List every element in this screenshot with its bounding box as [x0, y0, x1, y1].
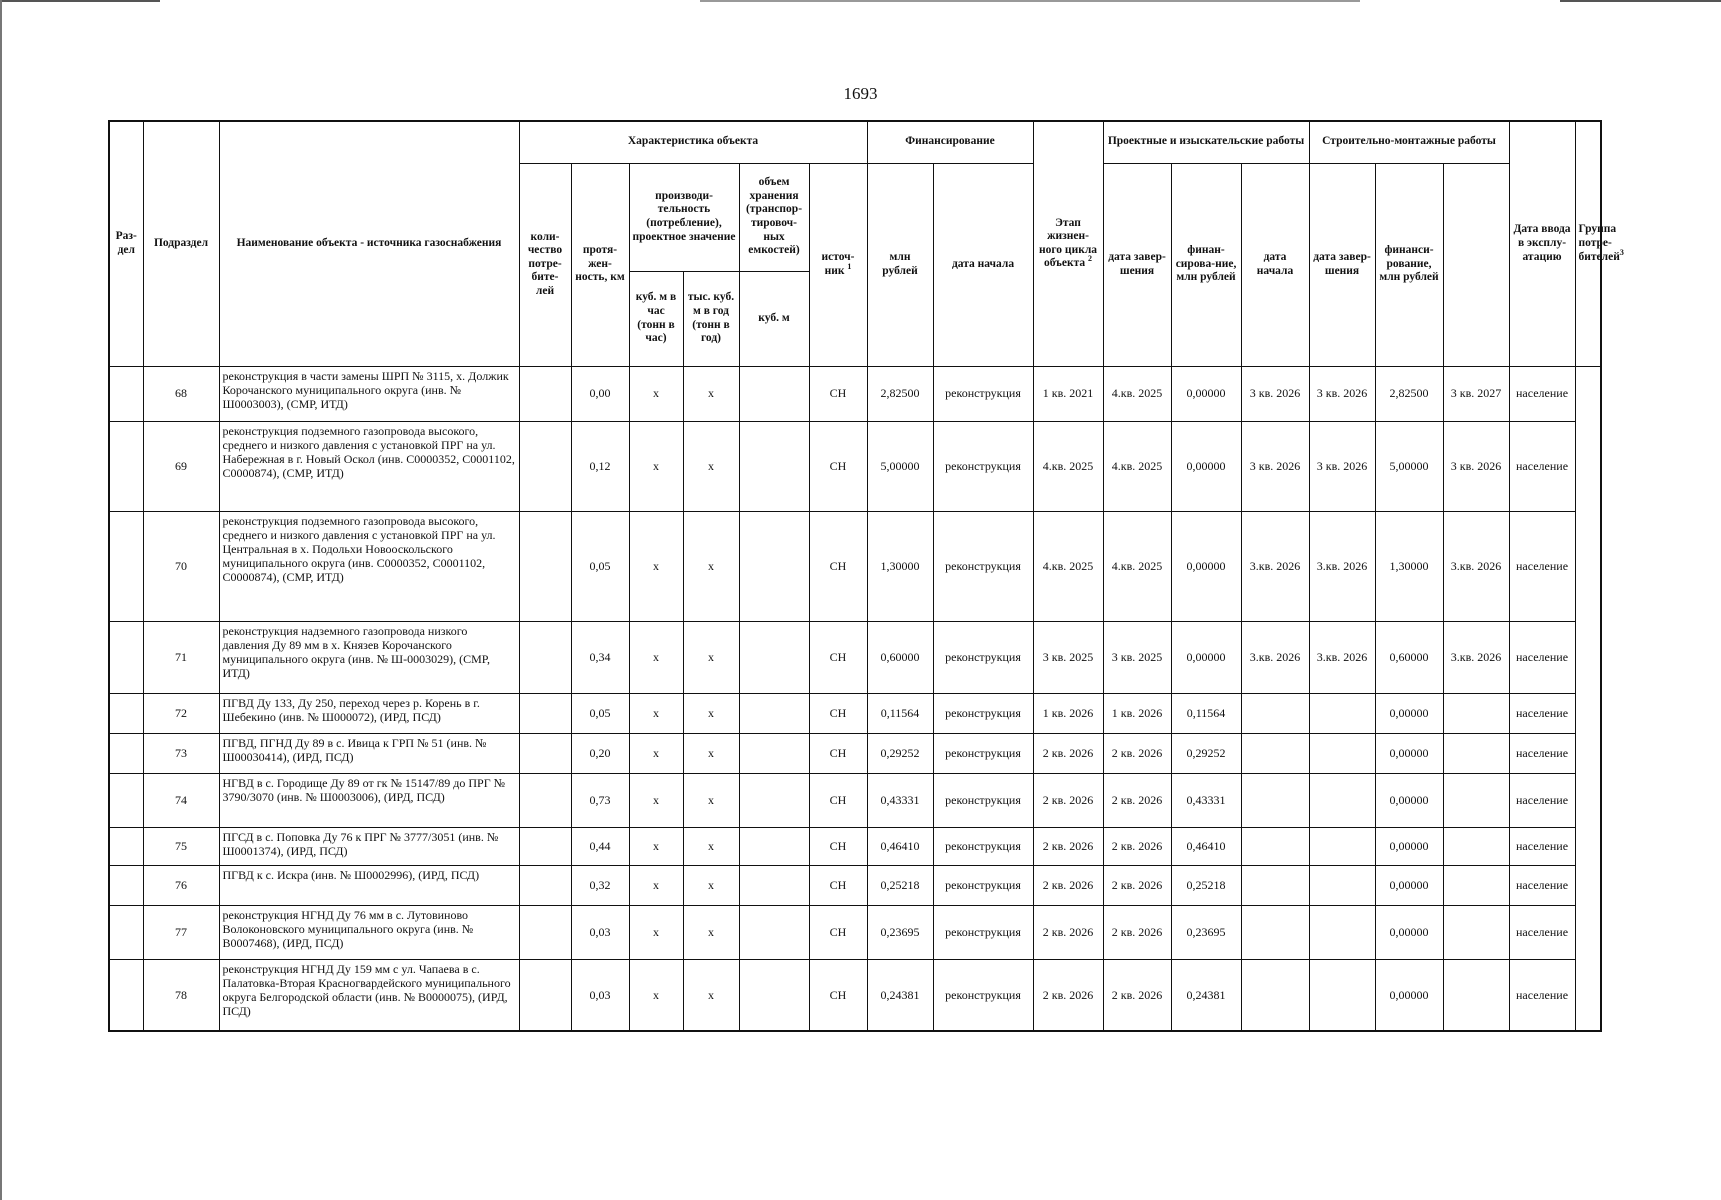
cell-financing-mln: 0,24381 — [867, 959, 933, 1031]
cell-construction-date-start — [1241, 905, 1309, 959]
cell-length: 0,32 — [571, 865, 629, 905]
cell-financing-mln: 0,43331 — [867, 773, 933, 827]
cell-financing-mln: 0,46410 — [867, 827, 933, 865]
cell-stage: реконструкция — [933, 959, 1033, 1031]
cell-object-name: ПГСД в с. Поповка Ду 76 к ПРГ № 3777/3051 (инв. № Ш0001374), (ИРД, ПСД) — [219, 827, 519, 865]
cell-design-date-start: 2 кв. 2026 — [1033, 959, 1103, 1031]
cell-construction-date-start: 3 кв. 2026 — [1241, 421, 1309, 511]
cell-commissioning-date — [1443, 827, 1509, 865]
cell-length: 0,00 — [571, 366, 629, 421]
header-storage: объем хранения (транспор-тировоч-ных емкостей) — [739, 163, 809, 271]
cell-source: СН — [809, 733, 867, 773]
table-row — [109, 366, 1601, 421]
cell-stage: реконструкция — [933, 621, 1033, 693]
cell-source: СН — [809, 693, 867, 733]
cell-per-hour: х — [629, 421, 683, 511]
cell-design-date-start: 2 кв. 2026 — [1033, 865, 1103, 905]
cell-per-hour: х — [629, 511, 683, 621]
cell-source: СН — [809, 959, 867, 1031]
cell-construction-date-end: 3 кв. 2026 — [1309, 366, 1375, 421]
cell-construction-date-start — [1241, 773, 1309, 827]
header-construction-date-start: дата начала — [1241, 163, 1309, 366]
cell-source: СН — [809, 621, 867, 693]
cell-consumers-count — [519, 905, 571, 959]
cell-design-date-start: 2 кв. 2026 — [1033, 773, 1103, 827]
header-characteristics: Характеристика объекта — [519, 121, 867, 163]
cell-construction-date-end — [1309, 773, 1375, 827]
cell-source: СН — [809, 421, 867, 511]
header-mln-rub: млн рублей — [867, 163, 933, 366]
header-podrazdel: Подраздел — [143, 121, 219, 366]
cell-design-date-start: 3 кв. 2025 — [1033, 621, 1103, 693]
cell-subsection: 71 — [143, 621, 219, 693]
cell-construction-date-end — [1309, 959, 1375, 1031]
cell-construction-financing: 0,00000 — [1375, 905, 1443, 959]
cell-construction-date-start — [1241, 959, 1309, 1031]
header-commissioning: Дата ввода в эксплу-атацию — [1509, 121, 1575, 366]
cell-design-financing: 0,11564 — [1171, 693, 1241, 733]
header-financing: Финансирование — [867, 121, 1033, 163]
cell-razdel — [109, 865, 143, 905]
cell-consumer-group: население — [1509, 959, 1575, 1031]
cell-commissioning-date: 3 кв. 2026 — [1443, 421, 1509, 511]
cell-design-date-start: 4.кв. 2025 — [1033, 511, 1103, 621]
cell-object-name: реконструкция подземного газопровода высокого, среднего и низкого давления с установкой ПРГ на ул. Центральная в х. Подольхи Новооскольского муниципального округа (инв. С0000352, С0001102, С0000874), (СМР, ИТД) — [219, 511, 519, 621]
cell-consumer-group: население — [1509, 773, 1575, 827]
cell-stage: реконструкция — [933, 693, 1033, 733]
cell-design-date-end: 1 кв. 2026 — [1103, 693, 1171, 733]
cell-subsection: 69 — [143, 421, 219, 511]
header-length: протя-жен-ность, км — [571, 163, 629, 366]
cell-commissioning-date: 3.кв. 2026 — [1443, 511, 1509, 621]
cell-commissioning-date: 3.кв. 2026 — [1443, 621, 1509, 693]
cell-consumers-count — [519, 827, 571, 865]
header-per-year: тыс. куб. м в год (тонн в год) — [683, 271, 739, 366]
cell-design-date-end: 4.кв. 2025 — [1103, 366, 1171, 421]
cell-consumers-count — [519, 773, 571, 827]
header-design-works: Проектные и изыскательские работы — [1103, 121, 1309, 163]
cell-stage: реконструкция — [933, 511, 1033, 621]
cell-per-year: х — [683, 865, 739, 905]
cell-source: СН — [809, 511, 867, 621]
cell-per-hour: х — [629, 865, 683, 905]
cell-financing-mln: 2,82500 — [867, 366, 933, 421]
cell-stage: реконструкция — [933, 773, 1033, 827]
cell-length: 0,20 — [571, 733, 629, 773]
cell-construction-date-start: 3 кв. 2026 — [1241, 366, 1309, 421]
cell-design-date-end: 2 кв. 2026 — [1103, 827, 1171, 865]
cell-design-date-end: 2 кв. 2026 — [1103, 959, 1171, 1031]
header-design-financing: финан-сирова-ние, млн рублей — [1171, 163, 1241, 366]
cell-razdel — [109, 905, 143, 959]
cell-length: 0,73 — [571, 773, 629, 827]
cell-per-year: х — [683, 827, 739, 865]
cell-consumers-count — [519, 733, 571, 773]
cell-design-financing: 0,00000 — [1171, 421, 1241, 511]
cell-per-year: х — [683, 421, 739, 511]
cell-design-financing: 0,00000 — [1171, 511, 1241, 621]
cell-subsection: 75 — [143, 827, 219, 865]
cell-length: 0,03 — [571, 905, 629, 959]
table-row — [109, 827, 1601, 865]
cell-subsection: 74 — [143, 773, 219, 827]
cell-consumer-group: население — [1509, 621, 1575, 693]
cell-construction-financing: 0,00000 — [1375, 693, 1443, 733]
cell-subsection: 77 — [143, 905, 219, 959]
cell-stage: реконструкция — [933, 865, 1033, 905]
table-row — [109, 959, 1601, 1031]
header-razdel: Раз-дел — [109, 121, 143, 366]
cell-storage — [739, 366, 809, 421]
cell-source: СН — [809, 366, 867, 421]
cell-per-hour: х — [629, 959, 683, 1031]
cell-stage: реконструкция — [933, 905, 1033, 959]
cell-design-date-start: 1 кв. 2026 — [1033, 693, 1103, 733]
cell-length: 0,44 — [571, 827, 629, 865]
cell-object-name: реконструкция НГНД Ду 76 мм в с. Лутовиново Волоконовского муниципального округа (инв. № В0007468), (ИРД, ПСД) — [219, 905, 519, 959]
cell-financing-mln: 0,29252 — [867, 733, 933, 773]
cell-object-name: НГВД в с. Городище Ду 89 от гк № 15147/89 до ПРГ № 3790/3070 (инв. № Ш0003006), (ИРД, ПСД) — [219, 773, 519, 827]
cell-length: 0,12 — [571, 421, 629, 511]
scan-edge-top-left — [0, 0, 160, 2]
table-row — [109, 773, 1601, 827]
cell-object-name: реконструкция НГНД Ду 159 мм с ул. Чапаева в с. Палатовка-Вторая Красногвардейского муниципального округа Белгородской области (инв. № В0000075), (ИРД, ПСД) — [219, 959, 519, 1031]
cell-per-year: х — [683, 511, 739, 621]
cell-per-hour: х — [629, 827, 683, 865]
cell-construction-date-end: 3.кв. 2026 — [1309, 511, 1375, 621]
cell-consumer-group: население — [1509, 865, 1575, 905]
cell-object-name: реконструкция в части замены ШРП № 3115, х. Должик Корочанского муниципального округа (инв. № Ш0003003), (СМР, ИТД) — [219, 366, 519, 421]
cell-razdel — [109, 827, 143, 865]
cell-construction-date-end: 3.кв. 2026 — [1309, 621, 1375, 693]
cell-design-financing: 0,29252 — [1171, 733, 1241, 773]
cell-commissioning-date — [1443, 733, 1509, 773]
cell-design-financing: 0,24381 — [1171, 959, 1241, 1031]
cell-consumers-count — [519, 693, 571, 733]
cell-razdel — [109, 773, 143, 827]
cell-design-financing: 0,00000 — [1171, 621, 1241, 693]
cell-storage — [739, 693, 809, 733]
cell-subsection: 72 — [143, 693, 219, 733]
cell-storage — [739, 421, 809, 511]
header-consumer-group: Группа потре-бителей$^3$ — [1575, 121, 1601, 366]
cell-construction-date-end — [1309, 693, 1375, 733]
cell-construction-financing: 0,00000 — [1375, 733, 1443, 773]
cell-construction-financing: 0,60000 — [1375, 621, 1443, 693]
header-consumers-count: коли-чество потре-бите-лей — [519, 163, 571, 366]
cell-razdel — [109, 959, 143, 1031]
cell-per-year: х — [683, 621, 739, 693]
cell-design-date-end: 4.кв. 2025 — [1103, 511, 1171, 621]
table-row — [109, 693, 1601, 733]
cell-subsection: 68 — [143, 366, 219, 421]
cell-source: СН — [809, 905, 867, 959]
cell-construction-financing: 1,30000 — [1375, 511, 1443, 621]
cell-razdel — [109, 421, 143, 511]
table-header — [109, 121, 1624, 366]
cell-per-hour: х — [629, 621, 683, 693]
cell-design-date-start: 4.кв. 2025 — [1033, 421, 1103, 511]
cell-design-date-end: 4.кв. 2025 — [1103, 421, 1171, 511]
scan-edge-left — [0, 0, 2, 1200]
header-design-date-end: дата завер-шения — [1103, 163, 1171, 366]
cell-consumer-group: население — [1509, 366, 1575, 421]
cell-per-year: х — [683, 366, 739, 421]
cell-subsection: 73 — [143, 733, 219, 773]
cell-length: 0,34 — [571, 621, 629, 693]
cell-storage — [739, 959, 809, 1031]
table-row — [109, 905, 1601, 959]
cell-source: СН — [809, 773, 867, 827]
cell-per-year: х — [683, 773, 739, 827]
cell-per-year: х — [683, 959, 739, 1031]
scan-edge-top-right — [1560, 0, 1721, 2]
table-row — [109, 511, 1601, 621]
header-source: источ-ник $^1$ — [809, 163, 867, 366]
cell-design-date-start: 1 кв. 2021 — [1033, 366, 1103, 421]
table-row — [109, 621, 1601, 693]
cell-design-date-end: 3 кв. 2025 — [1103, 621, 1171, 693]
header-storage-unit: куб. м — [739, 271, 809, 366]
cell-commissioning-date — [1443, 959, 1509, 1031]
cell-construction-date-start — [1241, 693, 1309, 733]
cell-design-financing: 0,23695 — [1171, 905, 1241, 959]
cell-consumer-group: население — [1509, 693, 1575, 733]
table-row — [109, 733, 1601, 773]
cell-design-date-end: 2 кв. 2026 — [1103, 733, 1171, 773]
cell-stage: реконструкция — [933, 366, 1033, 421]
cell-storage — [739, 773, 809, 827]
cell-object-name: реконструкция подземного газопровода высокого, среднего и низкого давления с установкой ПРГ на ул. Набережная в г. Новый Оскол (инв. С0000352, С0001102, С0000874), (СМР, ИТД) — [219, 421, 519, 511]
cell-construction-date-end — [1309, 865, 1375, 905]
cell-source: СН — [809, 827, 867, 865]
cell-consumers-count — [519, 865, 571, 905]
cell-per-hour: х — [629, 366, 683, 421]
cell-consumers-count — [519, 959, 571, 1031]
header-design-date-start: дата начала — [933, 163, 1033, 366]
cell-consumer-group: население — [1509, 905, 1575, 959]
cell-subsection: 78 — [143, 959, 219, 1031]
cell-razdel — [109, 621, 143, 693]
cell-storage — [739, 827, 809, 865]
cell-construction-date-start — [1241, 733, 1309, 773]
cell-construction-date-start: 3.кв. 2026 — [1241, 511, 1309, 621]
cell-storage — [739, 905, 809, 959]
cell-source: СН — [809, 865, 867, 905]
header-construction-financing: финанси-рование, млн рублей — [1375, 163, 1443, 366]
cell-design-date-end: 2 кв. 2026 — [1103, 865, 1171, 905]
cell-financing-mln: 0,23695 — [867, 905, 933, 959]
scan-edge-top-center — [700, 0, 1360, 2]
cell-financing-mln: 0,60000 — [867, 621, 933, 693]
cell-construction-date-start — [1241, 827, 1309, 865]
cell-storage — [739, 511, 809, 621]
cell-subsection: 76 — [143, 865, 219, 905]
cell-consumer-group: население — [1509, 733, 1575, 773]
cell-design-financing: 0,43331 — [1171, 773, 1241, 827]
cell-length: 0,05 — [571, 511, 629, 621]
cell-storage — [739, 733, 809, 773]
cell-storage — [739, 865, 809, 905]
cell-construction-date-start — [1241, 865, 1309, 905]
cell-construction-date-end — [1309, 827, 1375, 865]
cell-construction-financing: 0,00000 — [1375, 865, 1443, 905]
header-name: Наименование объекта - источника газоснабжения — [219, 121, 519, 366]
header-construction-date-end: дата завер-шения — [1309, 163, 1375, 366]
cell-construction-financing: 2,82500 — [1375, 366, 1443, 421]
cell-design-date-start: 2 кв. 2026 — [1033, 733, 1103, 773]
cell-object-name: ПГВД к с. Искра (инв. № Ш0002996), (ИРД, ПСД) — [219, 865, 519, 905]
cell-commissioning-date — [1443, 773, 1509, 827]
header-per-hour: куб. м в час (тонн в час) — [629, 271, 683, 366]
table-body — [109, 366, 1601, 1031]
cell-consumer-group: население — [1509, 511, 1575, 621]
cell-design-financing: 0,25218 — [1171, 865, 1241, 905]
header-productivity: производи-тельность (потребление), проектное значение — [629, 163, 739, 271]
cell-consumer-group: население — [1509, 827, 1575, 865]
cell-per-year: х — [683, 905, 739, 959]
cell-construction-date-end — [1309, 733, 1375, 773]
cell-consumers-count — [519, 511, 571, 621]
cell-object-name: ПГВД Ду 133, Ду 250, переход через р. Корень в г. Шебекино (инв. № Ш000072), (ИРД, ПСД) — [219, 693, 519, 733]
cell-stage: реконструкция — [933, 421, 1033, 511]
cell-per-hour: х — [629, 905, 683, 959]
cell-consumers-count — [519, 621, 571, 693]
cell-stage: реконструкция — [933, 827, 1033, 865]
cell-consumers-count — [519, 366, 571, 421]
cell-length: 0,05 — [571, 693, 629, 733]
cell-consumer-group: население — [1509, 421, 1575, 511]
cell-storage — [739, 621, 809, 693]
cell-commissioning-date: 3 кв. 2027 — [1443, 366, 1509, 421]
cell-financing-mln: 1,30000 — [867, 511, 933, 621]
page-number: 1693 — [843, 84, 878, 103]
cell-stage: реконструкция — [933, 733, 1033, 773]
cell-consumers-count — [519, 421, 571, 511]
cell-construction-financing: 5,00000 — [1375, 421, 1443, 511]
cell-per-hour: х — [629, 693, 683, 733]
cell-construction-date-start: 3.кв. 2026 — [1241, 621, 1309, 693]
cell-length: 0,03 — [571, 959, 629, 1031]
header-construction-works: Строительно-монтажные работы — [1309, 121, 1509, 163]
header-stage: Этап жизнен-ного цикла объекта $^2$ — [1033, 121, 1103, 366]
cell-object-name: ПГВД, ПГНД Ду 89 в с. Ивица к ГРП № 51 (инв. № Ш00030414), (ИРД, ПСД) — [219, 733, 519, 773]
cell-design-date-start: 2 кв. 2026 — [1033, 905, 1103, 959]
cell-per-year: х — [683, 693, 739, 733]
cell-construction-date-end — [1309, 905, 1375, 959]
cell-design-date-start: 2 кв. 2026 — [1033, 827, 1103, 865]
cell-per-year: х — [683, 733, 739, 773]
table-row — [109, 421, 1601, 511]
cell-construction-financing: 0,00000 — [1375, 827, 1443, 865]
cell-financing-mln: 0,11564 — [867, 693, 933, 733]
cell-design-date-end: 2 кв. 2026 — [1103, 905, 1171, 959]
cell-commissioning-date — [1443, 865, 1509, 905]
cell-razdel — [109, 733, 143, 773]
cell-subsection: 70 — [143, 511, 219, 621]
cell-commissioning-date — [1443, 693, 1509, 733]
cell-construction-financing: 0,00000 — [1375, 773, 1443, 827]
cell-construction-date-end: 3 кв. 2026 — [1309, 421, 1375, 511]
cell-commissioning-date — [1443, 905, 1509, 959]
cell-per-hour: х — [629, 733, 683, 773]
cell-object-name: реконструкция надземного газопровода низкого давления Ду 89 мм в х. Князев Корочанского муниципального округа (инв. № Ш-0003029), (СМР, ИТД) — [219, 621, 519, 693]
cell-razdel — [109, 693, 143, 733]
cell-razdel — [109, 366, 143, 421]
cell-design-date-end: 2 кв. 2026 — [1103, 773, 1171, 827]
cell-design-financing: 0,46410 — [1171, 827, 1241, 865]
cell-construction-financing: 0,00000 — [1375, 959, 1443, 1031]
table-row — [109, 865, 1601, 905]
cell-financing-mln: 0,25218 — [867, 865, 933, 905]
cell-per-hour: х — [629, 773, 683, 827]
cell-design-financing: 0,00000 — [1171, 366, 1241, 421]
gas-objects-table — [108, 120, 1624, 1032]
cell-razdel — [109, 511, 143, 621]
cell-financing-mln: 5,00000 — [867, 421, 933, 511]
